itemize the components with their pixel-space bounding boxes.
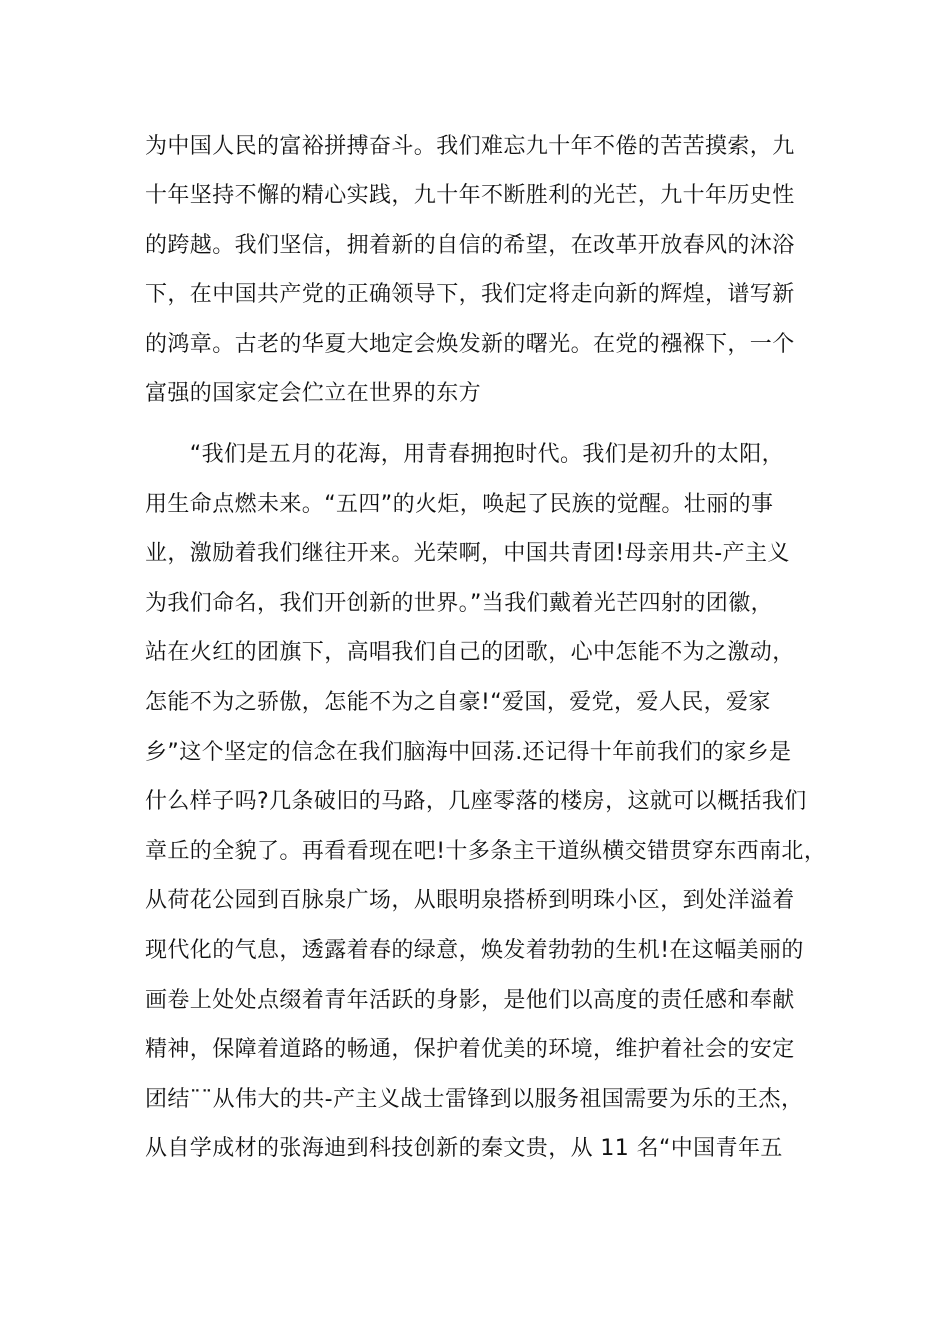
text-line: 用生命点燃未来。“五四”的火炬，唤起了民族的觉醒。壮丽的事 (145, 491, 774, 517)
text-line: 为中国人民的富裕拼搏奋斗。我们难忘九十年不倦的苦苦摸索，九 (145, 134, 795, 159)
text-line: “我们是五月的花海，用青春拥抱时代。我们是初升的太阳， (145, 442, 784, 467)
text-line: 下，在中国共产党的正确领导下，我们定将走向新的辉煌，谱写新 (145, 282, 795, 308)
text-line: 怎能不为之骄傲，怎能不为之自豪!“爱国，爱党，爱人民，爱家 (145, 689, 771, 715)
text-line: 的鸿章。古老的华夏大地定会焕发新的曙光。在党的襁褓下，一个 (145, 331, 795, 357)
text-line: 乡”这个坚定的信念在我们脑海中回荡.还记得十年前我们的家乡是 (145, 739, 792, 765)
text-line: 为我们命名，我们开创新的世界。”当我们戴着光芒四射的团徽， (145, 590, 773, 616)
text-line: 团结¨¨从伟大的共-产主义战士雷锋到以服务祖国需要为乐的王杰， (145, 1086, 804, 1112)
text-line: 站在火红的团旗下，高唱我们自己的团歌，心中怎能不为之激动， (145, 640, 795, 666)
text-line: 精神，保障着道路的畅通，保护着优美的环境，维护着社会的安定 (145, 1037, 795, 1063)
paragraph-1 (145, 132, 825, 428)
text-line: 从荷花公园到百脉泉广场，从眼明泉搭桥到明珠小区，到处洋溢着 (145, 888, 795, 914)
text-line: 业，激励着我们继往开来。光荣啊，中国共青团!母亲用共-产主义 (145, 541, 790, 567)
text-line: 从自学成材的张海迪到科技创新的秦文贵，从 11 名“中国青年五 (145, 1136, 783, 1162)
text-line: 章丘的全貌了。再看看现在吧!十多条主干道纵横交错贯穿东西南北， (145, 838, 827, 864)
text-line: 画卷上处处点缀着青年活跃的身影，是他们以高度的责任感和奉献 (145, 987, 795, 1013)
text-line: 现代化的气息，透露着春的绿意，焕发着勃勃的生机!在这幅美丽的 (145, 937, 804, 963)
text-line: 十年坚持不懈的精心实践，九十年不断胜利的光芒，九十年历史性 (145, 183, 795, 209)
text-line: 什么样子吗?几条破旧的马路，几座零落的楼房，这就可以概括我们 (145, 789, 807, 815)
paragraph-2 (145, 440, 825, 1184)
text-line: 富强的国家定会伫立在世界的东方 (145, 380, 482, 406)
text-line: 的跨越。我们坚信，拥着新的自信的希望，在改革开放春风的沐浴 (145, 232, 795, 258)
